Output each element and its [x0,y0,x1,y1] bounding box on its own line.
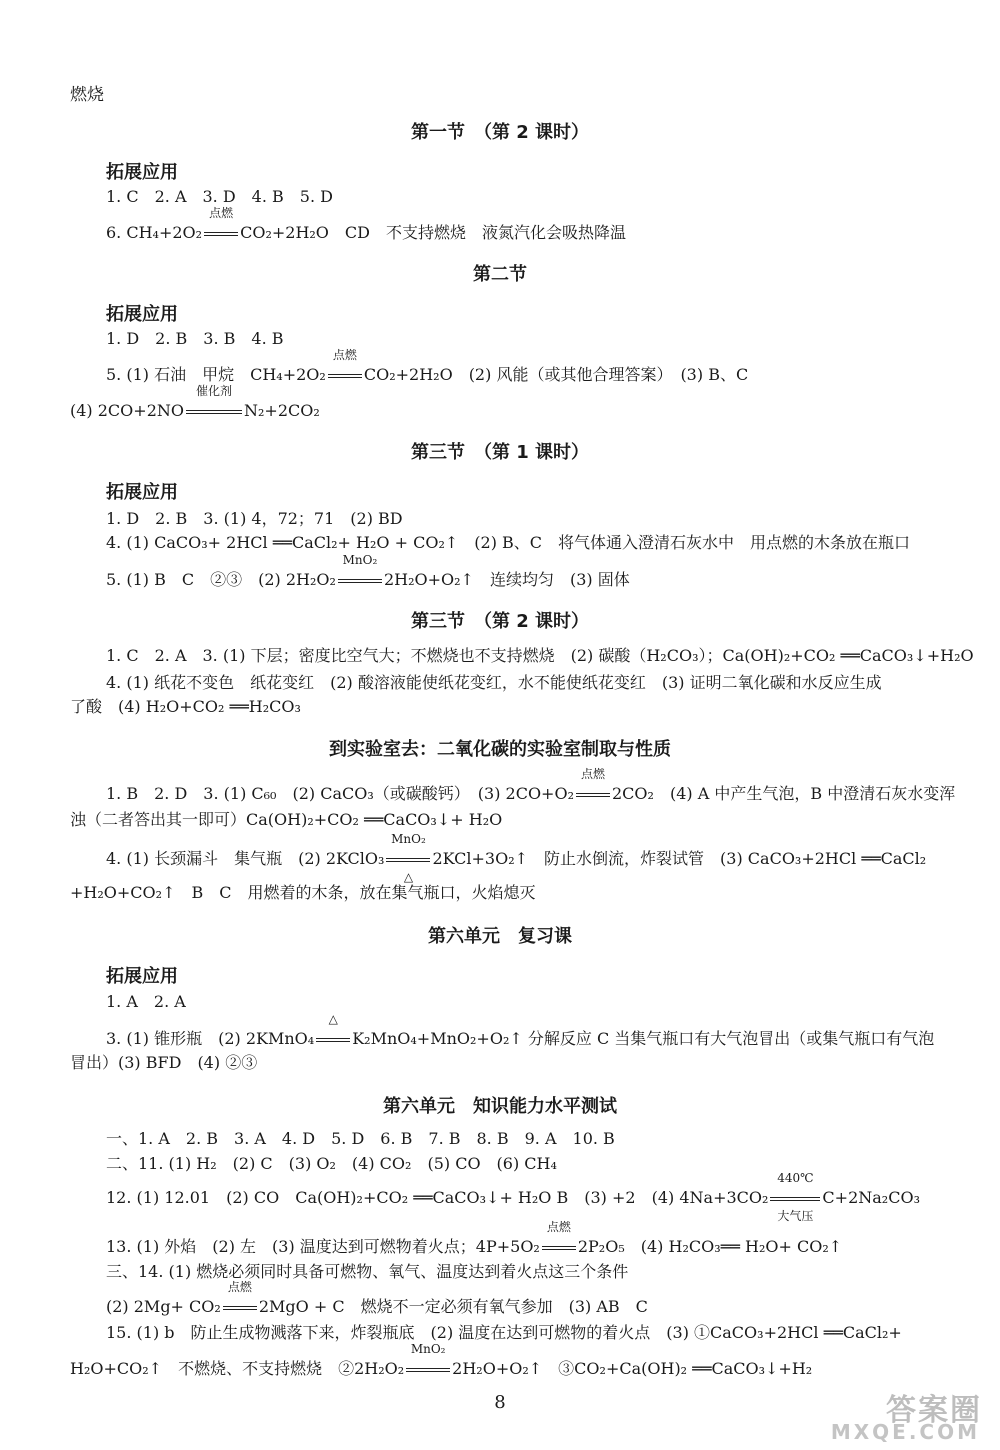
heat-symbol: △ [328,1012,338,1026]
reaction-arrow [404,1342,452,1380]
section-title: 第六单元 知识能力水平测试 [383,1096,617,1117]
watermark-url: MXQE.COM [830,1420,980,1444]
answer-line: 二、11. (1) H₂ (2) C (3) O₂ (4) CO₂ (5) CO (6) CH₄ [106,1154,557,1173]
condition-label: MnO₂ [391,832,426,846]
watermark-logo: 答案圈 [886,1393,982,1428]
condition-label: 催化剂 [195,384,232,398]
answer-line: 1. C 2. A 3. D 4. B 5. D [106,187,333,206]
answer-line: 一、1. A 2. B 3. A 4. D 5. D 6. B 7. B 8. B 9. A 10. B [106,1129,615,1148]
reaction-arrow [326,348,364,386]
equation-right: C+2Na₂CO₃ [822,1188,920,1207]
answer-line [106,767,956,805]
reaction-arrow [540,1220,578,1258]
equation-right: 2CO₂ (4) A 中产生气泡，B 中澄清石灰水变浑 [612,784,956,803]
heat-symbol: △ [403,870,414,884]
reaction-arrow [202,206,240,244]
equation-left: (2) 2Mg+ CO₂ [106,1297,221,1316]
equation-left: 12. (1) 12.01 (2) CO Ca(OH)₂+CO₂ ══CaCO₃↓+ H₂O B (3) +2 (4) 4Na+3CO₂ [106,1188,769,1207]
answer-line [106,1280,648,1318]
answer-line: +H₂O+CO₂↑ B C 用燃着的木条，放在集气瓶口，火焰熄灭 [70,883,536,902]
continued-text: 燃烧 [70,85,104,105]
section-title: 第三节 （第 1 课时） [410,442,590,463]
answer-line [106,553,630,591]
equation-right: 2H₂O+O₂↑ ③CO₂+Ca(OH)₂ ══CaCO₃↓+H₂ [452,1359,813,1378]
equation-right: K₂MnO₄+MnO₂+O₂↑ 分解反应 C 当集气瓶口有大气泡冒出（或集气瓶口有气泡 [352,1029,935,1048]
equation-left: (4) 2CO+2NO [70,401,184,420]
answer-line [70,1342,813,1380]
answer-line [106,206,626,244]
answer-line: 4. (1) CaCO₃+ 2HCl ══CaCl₂+ H₂O + CO₂↑ (2) B、C 将气体通入澄清石灰水中 用点燃的木条放在瓶口 [106,533,911,552]
section-title: 第三节 （第 2 课时） [410,611,590,632]
condition-label: 点燃 [227,1280,252,1294]
answer-line: 冒出）(3) BFD (4) ②③ [70,1053,258,1072]
equation-right: CO₂+2H₂O (2) 风能（或其他合理答案） (3) B、C [363,365,749,384]
answer-line [106,1012,935,1050]
answer-line [106,832,927,884]
subsection-title: 拓展应用 [106,304,178,325]
reaction-arrow [221,1280,259,1318]
answer-line [70,384,320,422]
answer-line [106,348,749,386]
section-title: 第二节 [473,264,527,285]
equation-left: 5. (1) 石油 甲烷 CH₄+2O₂ [106,365,326,384]
answer-line: 1. D 2. B 3. (1) 4，72；71 (2) BD [106,509,403,528]
answer-line [106,1171,920,1223]
subsection-title: 拓展应用 [106,966,178,987]
answer-line: 了酸 (4) H₂O+CO₂ ══H₂CO₃ [70,697,301,716]
answer-line: 1. D 2. B 3. B 4. B [106,329,284,348]
equation-left: 1. B 2. D 3. (1) C₆₀ (2) CaCO₃（或碳酸钙） (3) 2CO+O₂ [106,784,574,803]
section-title: 到实验室去：二氧化碳的实验室制取与性质 [329,739,671,760]
reaction-arrow [314,1012,352,1050]
answer-line: 15. (1) b 防止生成物溅落下来，炸裂瓶底 (2) 温度在达到可燃物的着火点 (3) ①CaCO₃+2HCl ══CaCl₂+ [106,1323,902,1342]
section-title: 第一节 （第 2 课时） [410,122,590,143]
condition-label: 点燃 [332,348,357,362]
reaction-arrow [574,767,612,805]
condition-label: 点燃 [580,767,605,781]
equation-left: 13. (1) 外焰 (2) 左 (3) 温度达到可燃物着火点；4P+5O₂ [106,1237,540,1256]
condition-label: 点燃 [546,1220,571,1234]
answer-line: 1. C 2. A 3. (1) 下层；密度比空气大；不燃烧也不支持燃烧 (2) 碳酸（H₂CO₃）；Ca(OH)₂+CO₂ ══CaCO₃↓+H₂O [106,646,974,665]
equation-right: 2KCl+3O₂↑ 防止水倒流，炸裂试管 (3) CaCO₃+2HCl ══CaCl₂ [432,849,927,868]
equation-left: 5. (1) B C ②③ (2) 2H₂O₂ [106,570,336,589]
condition-label: 点燃 [209,206,234,220]
answer-line [106,1220,843,1258]
condition-label: 440℃ [777,1171,814,1185]
reaction-arrow [384,832,432,884]
equation-right: CO₂+2H₂O CD 不支持燃烧 液氮汽化会吸热降温 [240,223,626,242]
reaction-arrow [184,384,244,422]
answer-line: 浊（二者答出其一即可）Ca(OH)₂+CO₂ ══CaCO₃↓+ H₂O [70,810,503,829]
equation-left: H₂O+CO₂↑ 不燃烧、不支持燃烧 ②2H₂O₂ [70,1359,405,1378]
equation-right: N₂+2CO₂ [244,401,320,420]
equation-right: 2P₂O₅ (4) H₂CO₃══ H₂O+ CO₂↑ [577,1237,843,1256]
equation-left: 3. (1) 锥形瓶 (2) 2KMnO₄ [106,1029,315,1048]
page-number: 8 [494,1392,506,1413]
equation-left: 6. CH₄+2O₂ [106,223,203,242]
reaction-arrow [768,1171,822,1223]
section-title: 第六单元 复习课 [428,926,572,947]
subsection-title: 拓展应用 [106,482,178,503]
subsection-title: 拓展应用 [106,162,178,183]
condition-label: MnO₂ [342,553,378,567]
condition-label: MnO₂ [410,1342,446,1356]
equation-right: 2MgO + C 燃烧不一定必须有氧气参加 (3) AB C [258,1297,648,1316]
answer-line: 4. (1) 纸花不变色 纸花变红 (2) 酸溶液能使纸花变红，水不能使纸花变红 (3) 证明二氧化碳和水反应生成 [106,673,882,692]
condition-label: 大气压 [777,1209,814,1223]
answer-line: 1. A 2. A [106,992,186,1011]
reaction-arrow [336,553,384,591]
answer-line: 三、14. (1) 燃烧必须同时具备可燃物、氧气、温度达到着火点这三个条件 [106,1262,629,1281]
equation-right: 2H₂O+O₂↑ 连续均匀 (3) 固体 [383,570,630,589]
equation-left: 4. (1) 长颈漏斗 集气瓶 (2) 2KClO₃ [106,849,385,868]
